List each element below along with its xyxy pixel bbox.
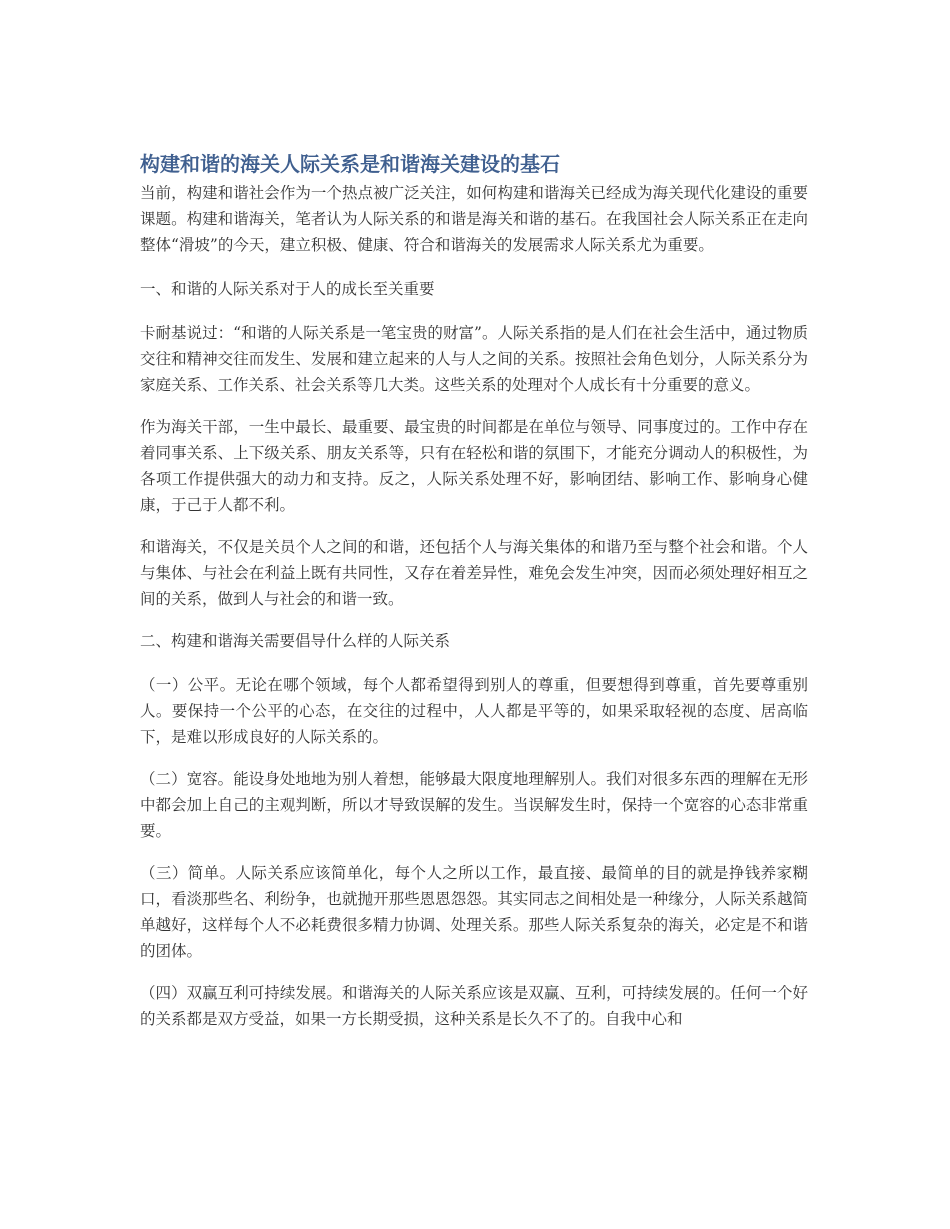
section-2-paragraph: （二）宽容。能设身处地地为别人着想，能够最大限度地理解别人。我们对很多东西的理解在无形中都会加上自己的主观判断，所以才导致误解的发生。当误解发生时，保持一个宽容的心态非常重要。 <box>140 770 808 840</box>
section-1-heading: 一、和谐的人际关系对于人的成长至关重要 <box>140 280 435 298</box>
section-2-paragraph: （四）双赢互利可持续发展。和谐海关的人际关系应该是双赢、互利，可持续发展的。任何一个好的关系都是双方受益，如果一方长期受损，这种关系是长久不了的。自我中心和 <box>140 984 808 1028</box>
document-page <box>140 150 808 1048</box>
section-1-paragraph: 和谐海关，不仅是关员个人之间的和谐，还包括个人与海关集体的和谐乃至与整个社会和谐。个人与集体、与社会在利益上既有共同性，又存在着差异性，难免会发生冲突，因而必须处理好相互之间的关系，做到人与社会的和谐一致。 <box>140 538 808 608</box>
section-2-heading: 二、构建和谐海关需要倡导什么样的人际关系 <box>140 632 451 650</box>
section-1-paragraph: 作为海关干部，一生中最长、最重要、最宝贵的时间都是在单位与领导、同事度过的。工作中存在着同事关系、上下级关系、朋友关系等，只有在轻松和谐的氛围下，才能充分调动人的积极性，为各项工作提供强大的动力和支持。反之，人际关系处理不好，影响团结、影响工作、影响身心健康，于己于人都不利。 <box>140 418 808 514</box>
document-title: 构建和谐的海关人际关系是和谐海关建设的基石 <box>140 152 560 176</box>
section-1-paragraph: 卡耐基说过：“和谐的人际关系是一笔宝贵的财富”。人际关系指的是人们在社会生活中，通过物质交往和精神交往而发生、发展和建立起来的人与人之间的关系。按照社会角色划分，人际关系分为家庭关系、工作关系、社会关系等几大类。这些关系的处理对个人成长有十分重要的意义。 <box>140 324 808 394</box>
intro-paragraph: 当前，构建和谐社会作为一个热点被广泛关注，如何构建和谐海关已经成为海关现代化建设的重要课题。构建和谐海关，笔者认为人际关系的和谐是海关和谐的基石。在我国社会人际关系正在走向整体“滑坡”的今天，建立积极、健康、符合和谐海关的发展需求人际关系尤为重要。 <box>140 184 808 254</box>
section-2-paragraph: （一）公平。无论在哪个领域，每个人都希望得到别人的尊重，但要想得到尊重，首先要尊重别人。要保持一个公平的心态，在交往的过程中，人人都是平等的，如果采取轻视的态度、居高临下，是难以形成良好的人际关系的。 <box>140 676 808 746</box>
section-2-paragraph: （三）简单。人际关系应该简单化，每个人之所以工作，最直接、最简单的目的就是挣钱养家糊口，看淡那些名、利纷争，也就抛开那些恩恩怨怨。其实同志之间相处是一种缘分，人际关系越简单越好，这样每个人不必耗费很多精力协调、处理关系。那些人际关系复杂的海关，必定是不和谐的团体。 <box>140 864 808 960</box>
